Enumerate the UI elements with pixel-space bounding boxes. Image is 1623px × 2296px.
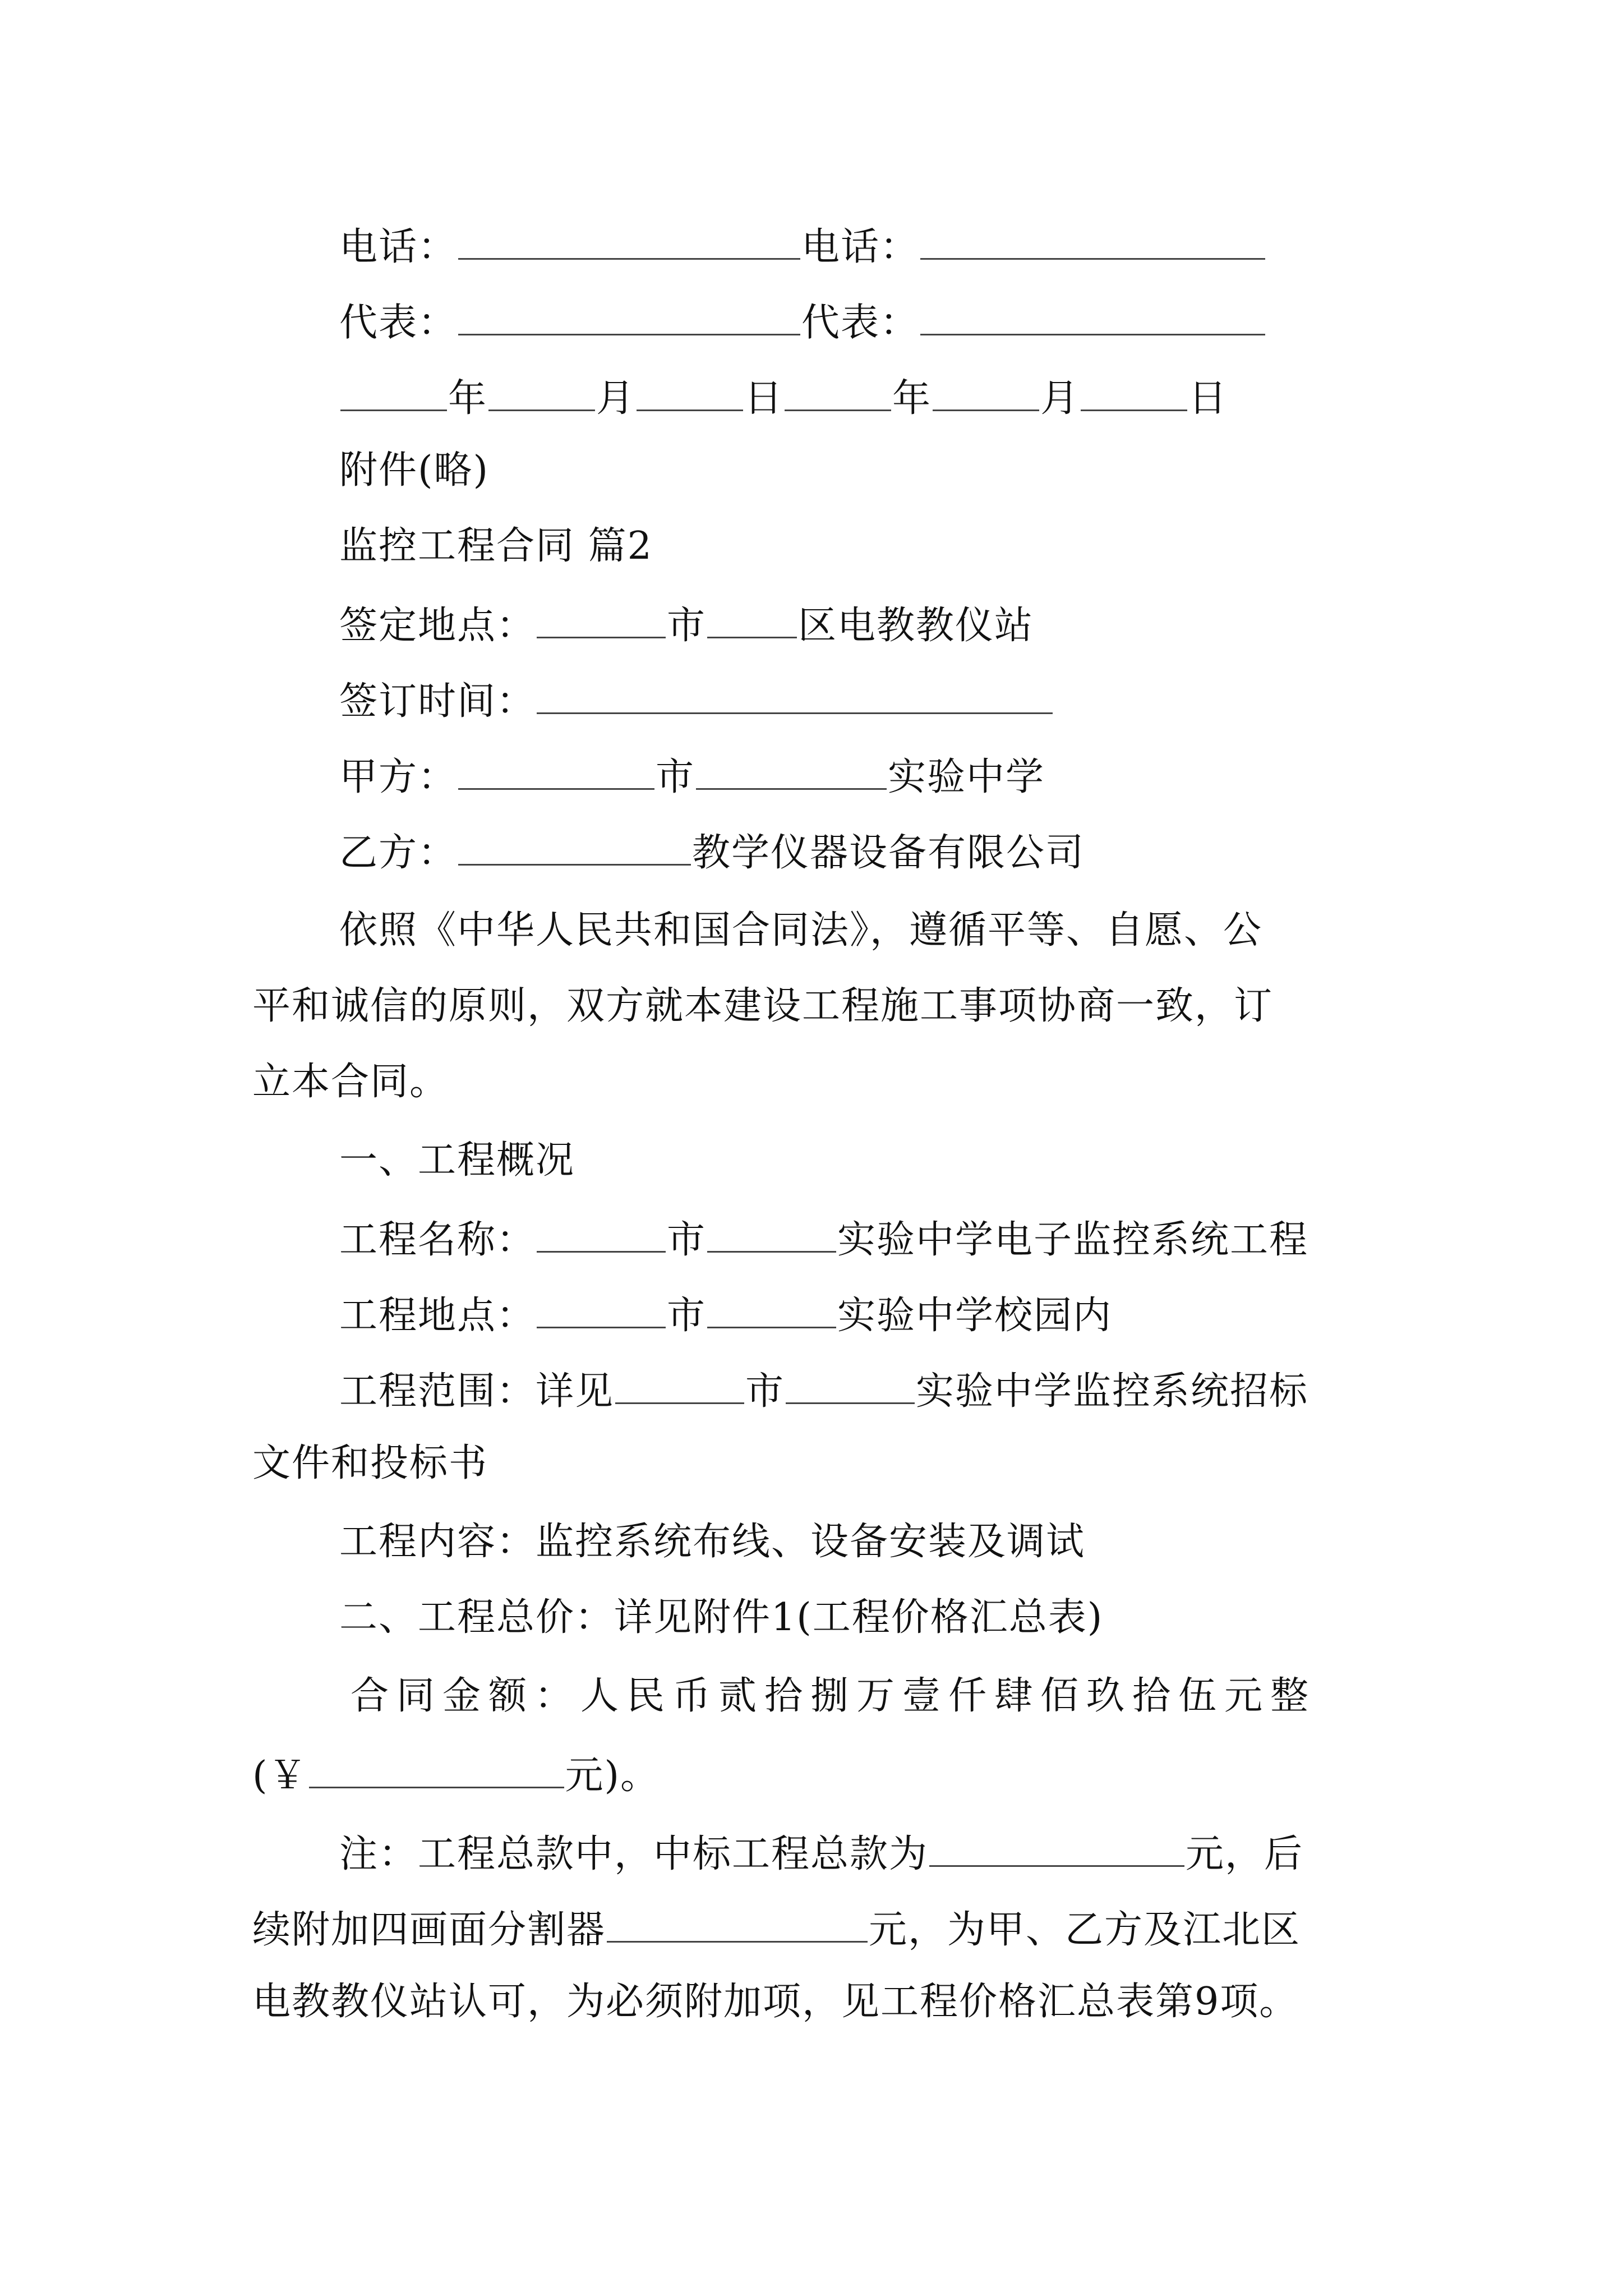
project-name-line [339,1217,1309,1262]
note-line-1 [339,1832,1303,1874]
winning-amount-blank [929,1832,1184,1867]
project-name-school-blank [707,1217,836,1253]
section-overview: 一、工程概况 [339,1138,575,1182]
project-location-line [339,1293,1113,1338]
project-scope-line [339,1369,1309,1414]
party-a-line [339,754,1045,797]
party-b-label: 乙方： [339,831,458,875]
note-line-2-suffix: 元，为甲、乙方及江北区 [869,1908,1301,1952]
amount-figure-blank [309,1753,564,1788]
section-title: 监控工程合同 篇2 [339,524,653,568]
party-b-rep-label: 代表： [801,301,920,345]
district-blank [707,603,797,638]
contract-amount-line: 合同金额：人民币贰拾捌万壹仟肆佰玖拾伍元整 [351,1674,1317,1718]
project-scope-value: 实验中学监控系统招标 [916,1369,1309,1414]
party-a-school-blank [696,754,887,790]
project-name-label: 工程名称： [339,1218,536,1262]
project-scope-city-blank [615,1369,744,1404]
year-label: 年 [448,376,488,421]
project-name-city-blank [537,1217,666,1253]
year-label-2: 年 [892,376,932,421]
day-label-2: 日 [1188,376,1228,421]
project-location-city-label: 市 [667,1294,707,1338]
project-scope-city-label: 市 [745,1369,785,1414]
party-a-rep-label: 代表： [339,301,458,345]
date-line [339,376,1228,421]
party-a-city-blank [458,754,654,790]
signing-place-line [339,603,1034,648]
month-blank-2 [933,376,1039,411]
party-a-city-label: 市 [656,755,695,799]
project-scope-label: 工程范围：详见 [339,1369,615,1414]
party-b-phone-blank [920,224,1265,260]
party-b-rep-blank [920,300,1265,335]
project-content-line: 工程内容：监控系统布线、设备安装及调试 [339,1520,1086,1564]
project-location-city-blank [537,1293,666,1328]
district-label: 区电教教仪站 [798,604,1034,648]
party-b-phone-label: 电话： [801,225,920,269]
signing-time-blank [537,679,1053,714]
project-location-label: 工程地点： [339,1294,536,1338]
party-b-line [339,830,1085,875]
project-name-city-label: 市 [667,1218,707,1262]
project-scope-line-2: 文件和投标书 [252,1441,488,1485]
party-a-rep-blank [458,300,800,335]
intro-paragraph-line-2: 平和诚信的原则，双方就本建设工程施工事项协商一致，订 [252,984,1274,1028]
month-label-2: 月 [1040,376,1080,421]
project-location-school-blank [707,1293,836,1328]
city-label: 市 [667,604,707,648]
city-blank [537,603,666,638]
note-line-2-text: 续附加四画面分割器 [252,1908,606,1952]
month-blank [488,376,595,411]
representative-line [339,300,1266,345]
amount-figure-prefix: (￥ [252,1754,308,1798]
project-name-value: 实验中学电子监控系统工程 [837,1218,1309,1262]
note-line-1-text: 注：工程总款中，中标工程总款为 [339,1832,929,1876]
year-blank [340,376,447,411]
signing-time-label: 签订时间： [339,679,536,724]
project-scope-school-blank [786,1369,915,1404]
note-line-3: 电教教仪站认可，为必须附加项，见工程价格汇总表第9项。 [252,1980,1299,2024]
note-line-2 [252,1907,1301,1952]
month-label: 月 [596,376,636,421]
section-total-price: 二、工程总价：详见附件1(工程价格汇总表) [339,1595,1104,1640]
party-b-company: 教学仪器设备有限公司 [692,831,1085,875]
note-line-1-suffix: 元，后 [1186,1832,1304,1876]
party-b-blank [458,830,691,866]
party-a-school-label: 实验中学 [888,755,1045,799]
signing-time-line [339,679,1054,724]
attachment-note: 附件(略) [339,448,490,493]
phone-line [339,224,1266,269]
amount-figure-line [252,1753,660,1798]
party-a-phone-label: 电话： [339,225,458,269]
intro-paragraph-line-3: 立本合同。 [252,1060,449,1104]
splitter-amount-blank [607,1907,868,1943]
amount-figure-suffix: 元)。 [565,1754,660,1798]
intro-paragraph-line-1: 依照《中华人民共和国合同法》，遵循平等、自愿、公 [339,908,1263,953]
day-blank [637,376,743,411]
day-blank-2 [1081,376,1187,411]
project-location-value: 实验中学校园内 [837,1294,1113,1338]
party-a-label: 甲方： [339,755,458,799]
year-blank-2 [785,376,891,411]
day-label: 日 [744,376,784,421]
signing-place-label: 签定地点： [339,604,536,648]
party-a-phone-blank [458,224,800,260]
